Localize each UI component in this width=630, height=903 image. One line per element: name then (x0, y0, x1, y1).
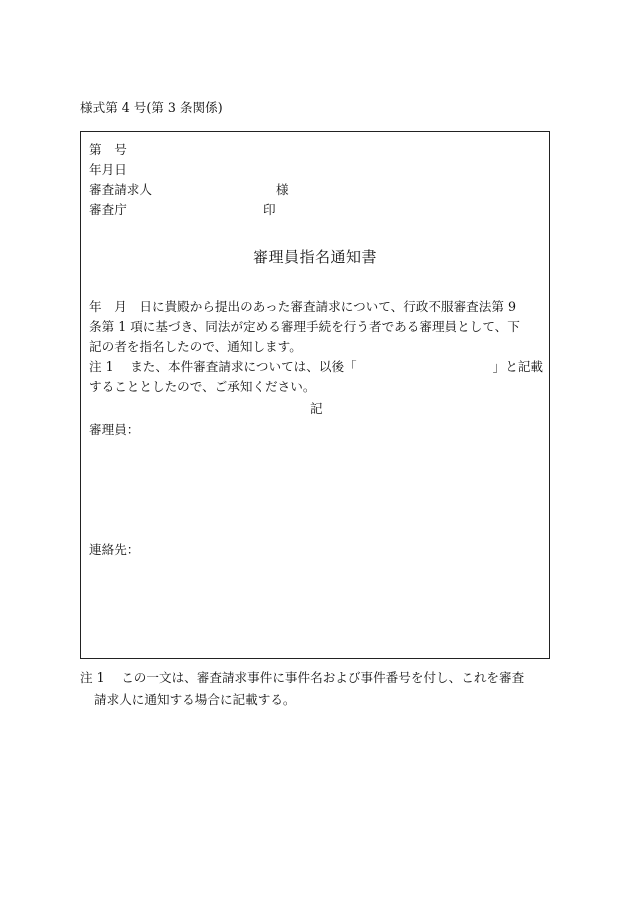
number-line: 第 号 (89, 142, 127, 157)
requester-honorific: 様 (276, 182, 289, 197)
note-line-2: することとしたので、ご承知ください。 (89, 379, 316, 394)
footnote-line-2: 請求人に通知する場合に記載する。 (94, 692, 296, 707)
notice-body (89, 297, 543, 397)
body-line-2: 条第 1 項に基づき、同法が定める審理手続を行う者である審理員として、下 (89, 319, 520, 334)
note-line-1-prefix: 注 1 また、本件審査請求については、以後「 (89, 359, 357, 374)
footnote (80, 667, 552, 711)
form-label: 様式第 4 号(第 3 条関係) (80, 100, 223, 115)
footnote-line-1: 注 1 この一文は、審査請求事件に事件名および事件番号を付し、これを審査 (80, 670, 525, 685)
ki-marker: 記 (310, 401, 323, 416)
note-line-1-suffix: 」と記載 (492, 359, 543, 374)
notice-frame (80, 131, 550, 659)
requester-label: 審査請求人 (89, 182, 152, 197)
document-title: 審理員指名通知書 (252, 248, 377, 266)
contact-label: 連絡先： (89, 542, 140, 557)
body-line-3: 記の者を指名したので、通知します。 (89, 339, 302, 354)
examiner-label: 審理員： (89, 422, 140, 437)
note-line-1 (89, 357, 543, 377)
seal-mark: 印 (263, 202, 276, 217)
agency-label: 審査庁 (89, 202, 127, 217)
body-line-1: 年 月 日に貴殿から提出のあった審査請求について、行政不服審査法第 9 (89, 299, 516, 314)
date-line: 年月日 (89, 162, 127, 177)
